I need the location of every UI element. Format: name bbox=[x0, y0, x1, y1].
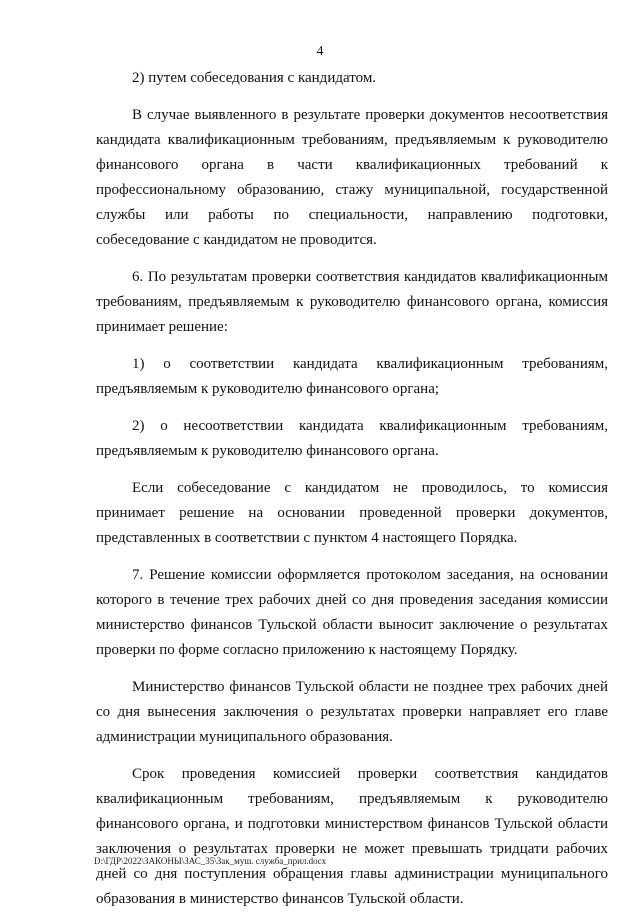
document-body bbox=[96, 66, 608, 924]
page-number: 4 bbox=[316, 44, 324, 59]
paragraph-interview-method: 2) путем собеседования с кандидатом. bbox=[132, 70, 377, 86]
paragraph-decision-noncompliance: 2) о несоответствии кандидата квалификационным требованиям, предъявляемым к руководителю финансового органа. bbox=[96, 418, 608, 459]
paragraph-item-6: 6. По результатам проверки соответствия кандидатов квалификационным требованиям, предъявляемым к руководителю финансового органа, комиссия принимает решение: bbox=[96, 269, 608, 335]
paragraph-item-7: 7. Решение комиссии оформляется протоколом заседания, на основании которого в течение трех рабочих дней со дня проведения заседания комиссии министерство финансов Тульской области выносит заключение о результатах проверки по форме согласно приложению к настоящему Порядку. bbox=[96, 567, 608, 658]
paragraph-no-interview-decision: Если собеседование с кандидатом не проводилось, то комиссия принимает решение на основании проведенной проверки документов, представленных в соответствии с пунктом 4 настоящего Порядка. bbox=[96, 480, 608, 546]
file-path-footer: D:\ГДР\2022\ЗАКОНЫ\ЗАС_35\Зак_муш. служба_прил.docx bbox=[94, 856, 327, 866]
paragraph-mismatch-no-interview: В случае выявленного в результате проверки документов несоответствия кандидата квалификационным требованиям, предъявляемым к руководителю финансового органа в части квалификационных требований к профессиональному образованию, стажу муниципальной, государственной службы или работы по специальности, направлению подготовки, собеседование с кандидатом не проводится. bbox=[96, 107, 608, 248]
paragraph-deadline: Срок проведения комиссией проверки соответствия кандидатов квалификационным требованиям, предъявляемым к руководителю финансового органа, и подготовки министерством финансов Тульской области заключения о результатах проверки не может превышать тридцати рабочих дней со дня поступления обращения главы администрации муниципального образования в министерство финансов Тульской области. bbox=[96, 766, 608, 907]
paragraph-ministry-sends-conclusion: Министерство финансов Тульской области не позднее трех рабочих дней со дня вынесения заключения о результатах проверки направляет его главе администрации муниципального образования. bbox=[96, 679, 608, 745]
paragraph-decision-compliance: 1) о соответствии кандидата квалификационным требованиям, предъявляемым к руководителю финансового органа; bbox=[96, 356, 608, 397]
